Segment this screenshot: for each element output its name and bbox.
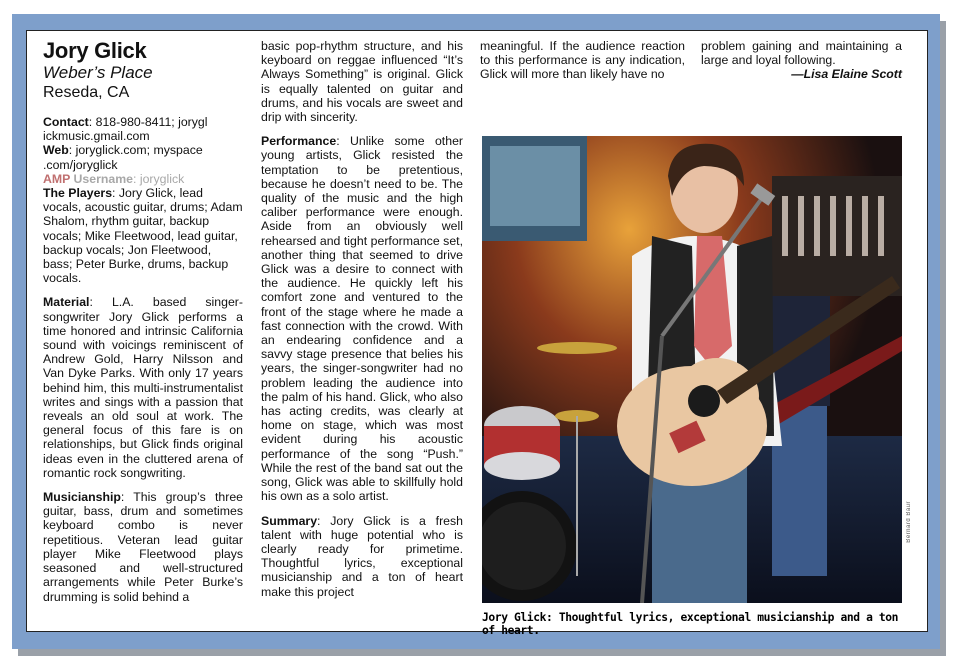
web-line — [43, 143, 243, 171]
musicianship-label: Musicianship — [43, 490, 121, 505]
review-page — [26, 30, 928, 637]
summary-label: Summary — [261, 513, 318, 528]
contact-value: : 818-980-8411; jorygl​ickmusic.gmail.com — [43, 115, 208, 144]
venue-name: Weber’s Place — [43, 63, 153, 82]
summary-continued-b: problem gaining and maintaining a large and loyal following. — [701, 39, 902, 68]
amp-label: AMP — [43, 171, 71, 186]
musicianship-continued: basic pop-rhythm structure, and his keyboard on reggae influenced “It’s Always Something” is original. Glick is equally talented on guitar and drums, and his vocals are sweet and drip with sincerity. — [261, 39, 463, 125]
username-line — [43, 172, 243, 186]
photo-credit: Bernard Baur — [906, 501, 912, 543]
column-4 — [701, 39, 902, 82]
byline: —Lisa Elaine Scott — [791, 67, 902, 82]
summary-continued-a: meaningful. If the audience reaction to this performance is any indication, Glick will more than likely have no — [480, 39, 685, 82]
material-text: : L.A. based singer-songwriter Jory Glick performs a time honored and intrinsic California sound with voicings reminiscent of Andrew Gold, Harry Nilsson and Van Dyke Parks. With only 17 years behind him, this multi-instrumentalist writes and sings with a passion that reveals an old soul at work. The general focus of this fare is on relationships, but Glick finds original ideas even in the cluttered arena of romantic rock songwriting. — [43, 295, 243, 480]
column-1 — [43, 39, 243, 614]
username-label: Username — [70, 171, 133, 186]
summary-paragraph — [261, 514, 463, 599]
venue-city: Reseda, CA — [43, 84, 130, 101]
column-2 — [261, 39, 463, 609]
performance-label: Performance — [261, 134, 337, 149]
summary-text: : Jory Glick is a fresh talent with huge potential who is clearly ready for primetime. Thoughtful lyrics, exceptional musicianship and a ton of heart make this project — [261, 513, 463, 599]
cymbal — [537, 342, 617, 354]
material-paragraph — [43, 295, 243, 480]
players-label: The Players — [43, 186, 113, 201]
page-frame — [12, 14, 940, 649]
band-photo — [482, 136, 902, 603]
web-value: : joryglick.com; myspace .com/joryglick — [43, 143, 203, 172]
performance-text: : Unlike some other young artists, Glick resisted the temptation to be pretentious, because he doesn’t need to be. The quality of the music and the high caliber performance were enough. Aside from an obviously well rehearsed and tight performance set, another thing that seemed to drive Glick was a desire to connect with the audience. He quickly left his comfort zone and ventured to the front of the stage where he made a fast connection with the crowd. With an endearing confidence and a savvy stage presence that belies his years, the singer-songwriter had no problem leading the audience into the palm of his hand. Glick, who also has acting credits, was clearly at home on stage, which was most evident during his acoustic performance of the song “Push.” While the rest of the band sat out the song, Glick was able to skillfully hold his own as a solo artist. — [261, 134, 463, 504]
performance-paragraph — [261, 134, 463, 503]
artist-name: Jory Glick — [43, 38, 147, 63]
contact-label: Contact — [43, 115, 89, 129]
musicianship-text: : This group’s three guitar, bass, drum and sometimes keyboard combo is never repetitious. Veteran lead guitar player Mike Fleetwood plays seasoned and well-structured arrangements while Peter Burke’s drumming is solid behind a — [43, 490, 243, 604]
contact-block — [43, 115, 243, 285]
material-label: Material — [43, 295, 90, 310]
photo-caption: Jory Glick: Thoughtful lyrics, exceptional musicianship and a ton of heart. — [482, 611, 899, 637]
contact-line — [43, 115, 243, 143]
web-label: Web — [43, 143, 69, 158]
username-value: : joryglick — [133, 171, 185, 186]
concert-photo-illustration — [482, 136, 902, 603]
players-line — [43, 186, 243, 285]
musicianship-paragraph — [43, 490, 243, 604]
players-value: : Jory Glick, lead vocals, acoustic guitar, drums; Adam Shalom, rhythm guitar, backup vocals; Mike Fleetwood, lead guitar, backup vocals; Jon Fleetwood, bass; Peter Burke, drums, backup vocals. — [43, 186, 243, 286]
column-3 — [480, 39, 685, 92]
